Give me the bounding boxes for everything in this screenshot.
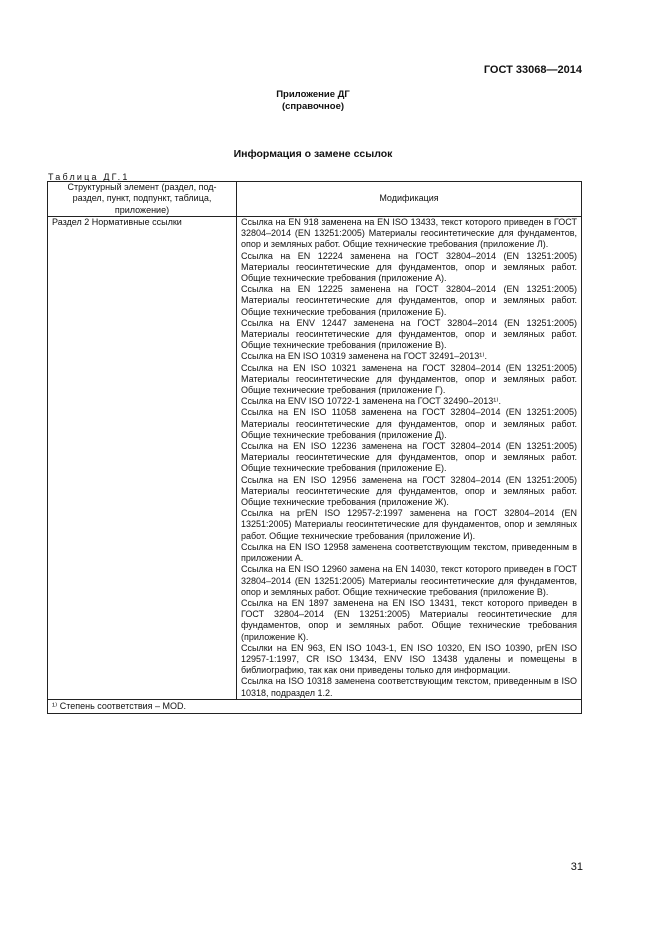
table-header-row xyxy=(48,182,582,217)
appendix-subtitle: (справочное) xyxy=(281,101,345,112)
appendix-heading xyxy=(0,89,626,113)
modification-entry: Ссылка на ENV ISO 10722-1 заменена на ГОСТ 32490–2013¹⁾. xyxy=(241,396,501,407)
modification-entry: Ссылка на ISO 10318 заменена соответствующим текстом, приведенным в ISO 10318, подраздел 1.2. xyxy=(241,676,577,698)
references-table xyxy=(47,181,582,714)
page-number: 31 xyxy=(570,861,583,873)
modification-entry: Ссылка на EN ISO 12236 заменена на ГОСТ 32804–2014 (EN 13251:2005) Материалы геосинтетические для фундаментов, опор и земляных работ. Общие технические требования (приложение Е). xyxy=(241,441,577,474)
modification-entry: Ссылка на EN 12225 заменена на ГОСТ 32804–2014 (EN 13251:2005) Материалы геосинтетические для фундаментов, опор и земляных работ. Общие технические требования (приложение Б). xyxy=(241,284,577,317)
modification-entry: Ссылки на EN 963, EN ISO 1043-1, EN ISO 10320, EN ISO 10390, prEN ISO 12957-1:1997, CR ISO 13434, ENV ISO 13438 удалены и помещены в библиографию, так как они приведены только для информации. xyxy=(241,642,577,676)
appendix-title: Приложение ДГ xyxy=(276,89,350,100)
section-title: Информация о замене ссылок xyxy=(233,148,393,160)
modification-entry: Ссылка на EN ISO 10321 заменена на ГОСТ 32804–2014 (EN 13251:2005) Материалы геосинтетические для фундаментов, опор и земляных работ. Общие технические требования (приложение Г). xyxy=(241,362,577,396)
modification-entry: Ссылка на EN 918 заменена на EN ISO 13433, текст которого приведен в ГОСТ 32804–2014 (EN 13251:2005) Материалы геосинтетические для фундаментов, опор и земляных работ. Общие технические требования (приложение Л). xyxy=(241,217,577,250)
modification-entry: Ссылка на EN ISO 11058 заменена на ГОСТ 32804–2014 (EN 13251:2005) Материалы геосинтетические для фундаментов, опор и земляных работ. Общие технические требования (приложение Д). xyxy=(241,407,577,440)
modification-entry: Ссылка на EN ISO 12956 заменена на ГОСТ 32804–2014 (EN 13251:2005) Материалы геосинтетические для фундаментов, опор и земляных работ. Общие технические требования (приложение Ж). xyxy=(241,474,577,508)
structural-element-cell: Раздел 2 Нормативные ссылки xyxy=(48,217,237,700)
modification-entry: Ссылка на ENV 12447 заменена на ГОСТ 32804–2014 (EN 13251:2005) Материалы геосинтетические для фундаментов, опор и земляных работ. Общие технические требования (приложение В). xyxy=(241,317,577,351)
table-footnote: ¹⁾ Степень соответствия – MOD. xyxy=(48,699,582,713)
modification-entry: Ссылка на prEN ISO 12957-2:1997 заменена на ГОСТ 32804–2014 (EN 13251:2005) Материалы геосинтетические для фундаментов, опор и земляных работ. Общие технические требования (приложение И). xyxy=(241,508,577,541)
modification-cell xyxy=(237,217,582,700)
column-header-element: Структурный элемент (раздел, под-раздел, пункт, подпункт, таблица, приложение) xyxy=(48,182,237,217)
modification-entry: Ссылка на EN ISO 10319 заменена на ГОСТ 32491–2013¹⁾. xyxy=(241,351,487,362)
table-row xyxy=(48,217,582,700)
modification-entry: Ссылка на EN 1897 заменена на EN ISO 13431, текст которого приведен в ГОСТ 32804–2014 (EN 13251:2005) Материалы геосинтетические для фундаментов, опор и земляных работ. Общие технические требования (приложение К). xyxy=(241,597,577,642)
document-header: ГОСТ 33068—2014 xyxy=(483,64,582,76)
table-caption: Таблица ДГ.1 xyxy=(48,172,130,182)
table-footnote-row xyxy=(48,699,582,713)
column-header-modification: Модификация xyxy=(237,182,582,217)
modification-entry: Ссылка на EN 12224 заменена на ГОСТ 32804–2014 (EN 13251:2005) Материалы геосинтетические для фундаментов, опор и земляных работ. Общие технические требования (приложение А). xyxy=(241,250,577,284)
modification-entry: Ссылка на EN ISO 12958 заменена соответствующим текстом, приведенным в приложении А. xyxy=(241,541,577,564)
modification-entry: Ссылка на EN ISO 12960 замена на EN 14030, текст которого приведен в ГОСТ 32804–2014 (EN 13251:2005) Материалы геосинтетические для фундаментов, опор и земляных работ. Общие технические требования (приложение В). xyxy=(241,564,577,597)
